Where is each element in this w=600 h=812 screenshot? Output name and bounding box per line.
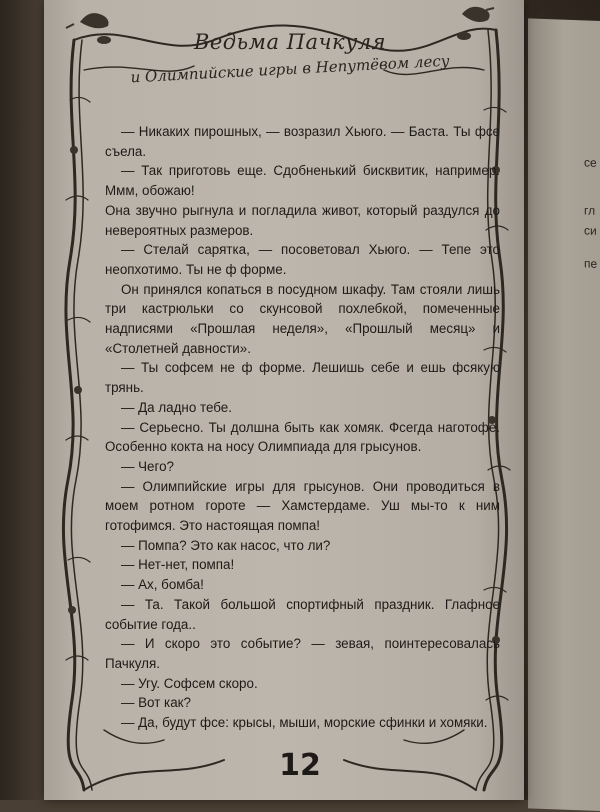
paragraph: — Ах, бомба! (121, 577, 204, 593)
paragraph: — Ты софсем не ф форме. Лешишь себе и ешь фсякую трянь. (105, 360, 500, 396)
paragraph: — Та. Такой большой спортифный праздник. Глафное событие года.. (105, 596, 500, 632)
paragraph: — Серьесно. Ты долшна быть как хомяк. Фсегда наготофе. Особенно кокта на носу Олимпиада для грысунов. (105, 419, 500, 455)
paragraph: — Олимпийские игры для грысунов. Они проводиться в моем ротном гороте — Хамстердаме. Уш мы-то к ним готофимся. Это настоящая помпа! (105, 478, 500, 534)
paragraph: — Никаких пирошных, — возразил Хьюго. — Баста. Ты фсе съела. (105, 124, 500, 159)
paragraph: — Да, будут фсе: крысы, мыши, морские сфинки и хомяки. (121, 715, 488, 731)
next-page-fragment: се (584, 155, 597, 170)
next-page-fragment: пе (584, 256, 598, 271)
paragraph: — Помпа? Это как насос, что ли? (121, 537, 331, 553)
page-header (100, 30, 480, 87)
bird-icon (66, 13, 109, 28)
paragraph: — Так приготовь еще. Сдобненький бисквитик, например. Ммм, обожаю! (105, 163, 500, 199)
paragraph: Он принялся копаться в посудном шкафу. Там стояли лишь три кастрюльки со скунсовой похлебкой, помеченные надписями «Прошлая неделя», «Прошлый месяц» и «Столетней давности». (105, 281, 500, 356)
paragraph: — Угу. Софсем скоро. (121, 675, 258, 691)
book-title: Ведьма Пачкуля (193, 30, 387, 54)
body-text (105, 122, 500, 733)
next-page-fragment: си (584, 223, 597, 238)
book-subtitle: и Олимпийские игры в Непутёвом лесу (130, 51, 450, 87)
next-page (528, 18, 600, 811)
paragraph: — Да ладно тебе. (121, 399, 232, 415)
page-number: 12 (279, 748, 321, 783)
paragraph: — Вот как? (121, 695, 191, 711)
paragraph: — И скоро это событие? — зевая, поинтересовалась Пачкуля. (105, 636, 500, 671)
paragraph: Она звучно рыгнула и погладила живот, который раздулся до невероятных размеров. (105, 202, 500, 238)
book-edge-left (0, 0, 44, 800)
next-page-fragment: гл (584, 203, 596, 218)
paragraph: — Стелай сарятка, — посоветовал Хьюго. — Тепе это неопхотимо. Ты не ф форме. (105, 242, 500, 277)
paragraph: — Нет-нет, помпа! (121, 557, 235, 573)
paragraph: — Чего? (121, 458, 174, 474)
